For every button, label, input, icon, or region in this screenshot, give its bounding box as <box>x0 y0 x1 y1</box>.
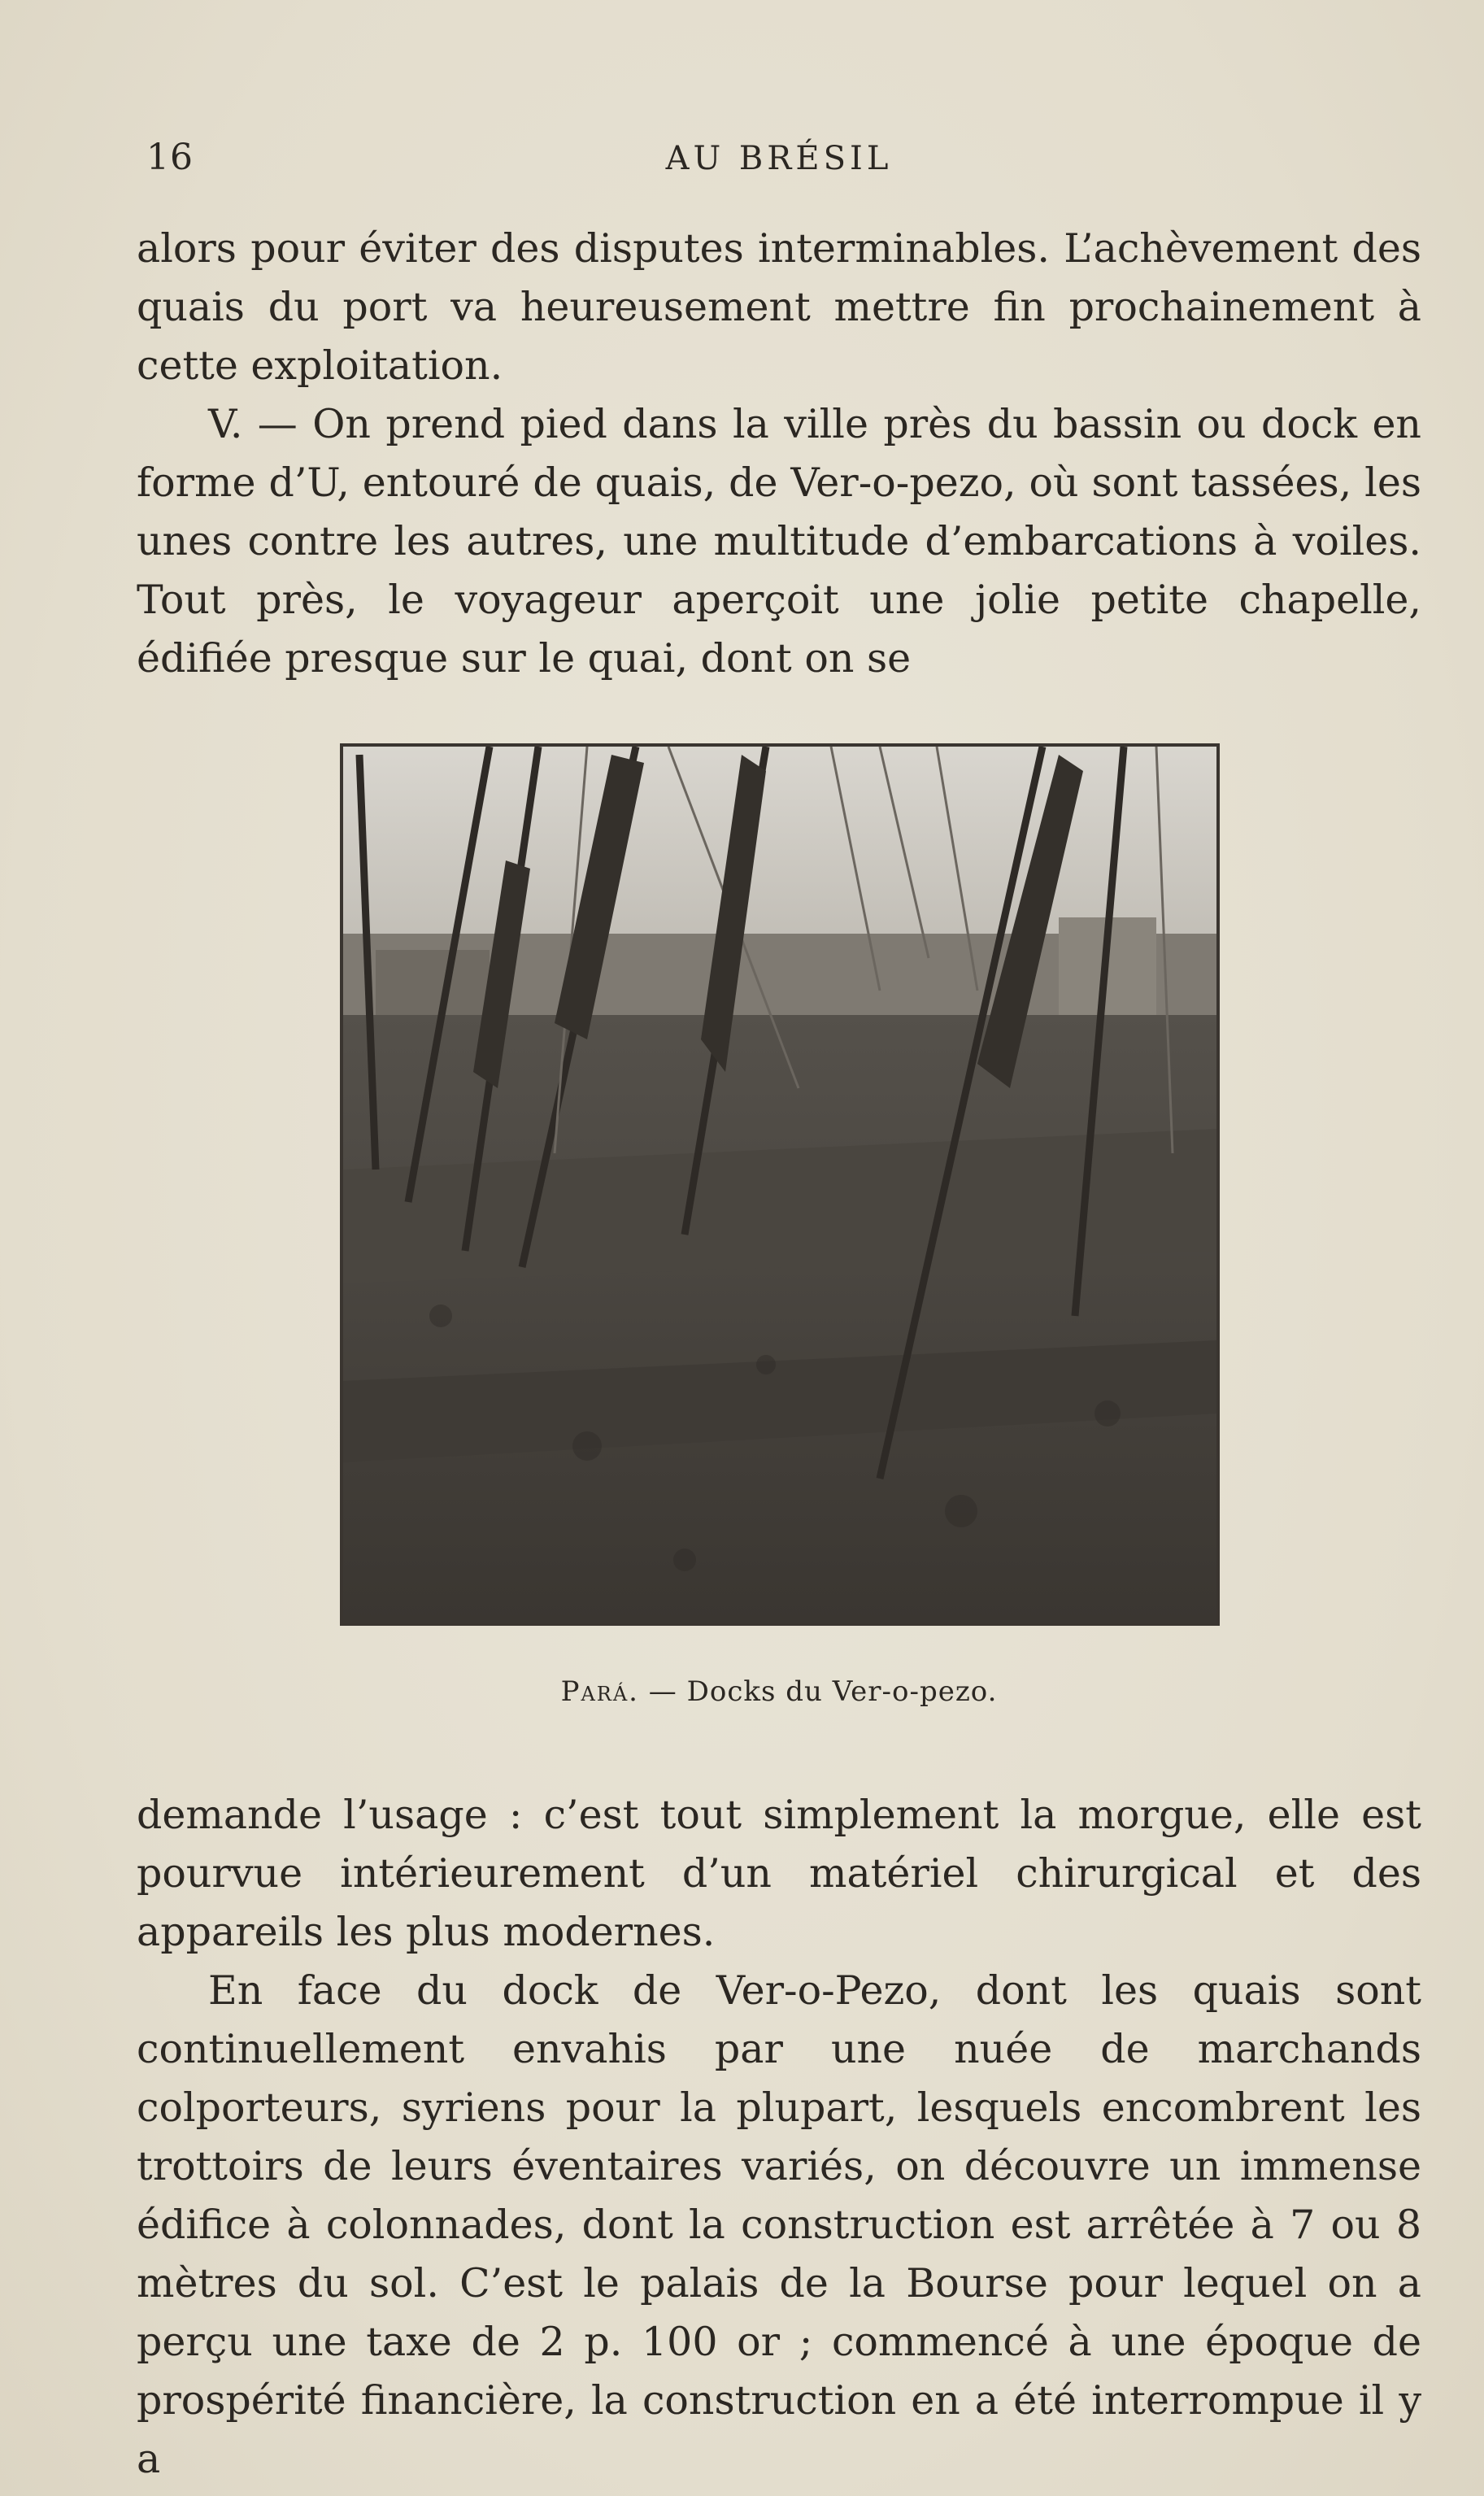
caption-text: — Docks du Ver-o-pezo. <box>638 1675 998 1708</box>
body-text-top <box>137 220 1421 688</box>
paragraph-section-v: V. — On prend pied dans la ville près du bassin ou dock en forme d’U, entouré de quais, de Ver-o-pezo, où sont tassées, les unes contre les autres, une multitude d’embarcations à voiles. Tout près, le voyageur aperçoit une jolie petite chapelle, édifiée presque sur le quai, dont on se <box>137 401 1421 682</box>
paragraph-continuation-morgue: demande l’usage : c’est tout simplement la morgue, elle est pourvue intérieurement d’un matériel chirurgical et des appareils les plus modernes. <box>137 1792 1421 1955</box>
running-head: AU BRÉSIL <box>665 140 893 177</box>
paragraph-continuation: alors pour éviter des disputes interminables. L’achèvement des quais du port va heureusement mettre fin prochainement à cette exploitation. <box>137 225 1421 389</box>
page-header <box>137 137 1421 185</box>
body-text-bottom <box>137 1786 1421 2489</box>
figure-caption <box>137 1675 1421 1708</box>
dock-photograph <box>340 743 1220 1626</box>
caption-place: Pará. <box>560 1675 639 1708</box>
dock-photo-illustration <box>343 747 1216 1623</box>
page-number: 16 <box>146 137 194 178</box>
paragraph-bourse: En face du dock de Ver-o-Pezo, dont les quais sont continuellement envahis par une nuée de marchands colporteurs, syriens pour la plupart, lesquels encombrent les trottoirs de leurs éventaires variés, on découvre un immense édifice à colonnades, dont la construction est arrêtée à 7 ou 8 mètres du sol. C’est le palais de la Bourse pour lequel on a perçu une taxe de 2 p. 100 or ; commencé à une époque de prospérité financière, la construction en a été interrompue il y a <box>137 1967 1421 2482</box>
boats-and-water <box>343 1015 1216 1623</box>
